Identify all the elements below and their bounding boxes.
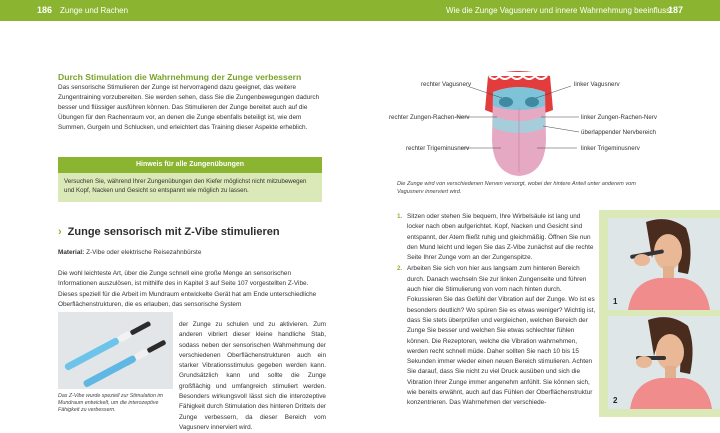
exercise-photo-2 [608, 316, 720, 409]
tongue-nerve-diagram [385, 68, 658, 176]
left-page-number: 186 [37, 5, 53, 15]
step-item [397, 264, 597, 408]
material-value: Z-Vibe oder elektrische Reisezahnbürste [86, 249, 202, 256]
left-running-title: Zunge und Rachen [60, 6, 129, 15]
step-text: Arbeiten Sie sich von hier aus langsam zum hinteren Bereich durch. Danach wechseln Sie zur linken Zungenseite und führen auch hier die Stimulierung von vorn nach hinten durch. Fokussieren Sie das Gefühl der Vibration auf der Zunge. Wo ist es besonders deutlich? Wo spüren Sie es etwas weniger? Wichtig ist, dass Sie stets überprüfen und vergleichen, welchen Bereich der Zunge Sie besser und welchen Sie etwas schlechter fühlen können. Die Rezeptoren, welche die Vibration wahrnehmen, werden recht schnell müde. Daher sollten Sie nach 10 bis 15 Sekunden immer wieder einen neuen Bereich stimulieren. Achten Sie darauf, dass Sie nicht zu viel Druck ausüben und sich die Vibration Ihrer Zunge immer angenehm anfühlt. Sie können sich, wie bereits erwähnt, auch auf das Fühlen der Oberflächenstruktur konzentrieren. Das Wahrnehmen der verschiede- [407, 265, 596, 407]
photo-number: 2 [613, 396, 618, 405]
label-left-trigeminal: linker Trigeminusnerv [581, 145, 640, 152]
exercise-title: Zunge sensorisch mit Z-Vibe stimulieren [67, 226, 280, 238]
exercise-paragraph-1: Die wohl leichteste Art, über die Zunge schnell eine große Menge an sensorischen Informationen auszulösen, ist mithilfe des in Kapitel 3 auf Seite 107 vorgestellten Z-Vibe. Dieses speziell für die Arbeit im Mundraum entwickelte Gerät hat am Ende unterschiedliche Oberflächenstrukturen, die es erlauben, das sensorische System [58, 270, 317, 308]
right-page-number: 187 [668, 5, 684, 15]
label-right-vagus: rechter Vagusnerv [421, 81, 472, 88]
step-number: 1. [397, 213, 403, 220]
label-left-glossopharyngeal: linker Zungen-Rachen-Nerv [581, 114, 658, 121]
label-overlap-area: überlappender Nervbereich [581, 129, 656, 136]
z-vibe-photo [58, 312, 173, 389]
material-label: Material: [58, 249, 85, 256]
step-text: Sitzen oder stehen Sie bequem, Ihre Wirbelsäule ist lang und locker nach oben aufgerichtet. Kopf, Nacken und Gesicht sind entspannt, der Atem fließt ruhig und gleichmäßig. Öffnen Sie nun den Mund leicht und legen Sie das Z-Vibe zunächst auf die rechte Seite Ihrer Zunge vorn an der Zungenspitze. [407, 213, 594, 262]
section-body: Das sensorische Stimulieren der Zunge ist hervorragend dazu geeignet, das weitere Zungentraining vorzubereiten. Sie werden sehen, dass Sie die Zungenbewegungen dadurch besser und flüssiger ausführen können. Das Stimulieren der Zunge bereitet auch auf die Übungen für den Rachenraum vor, an denen die Zunge ebenfalls beteiligt ist, wie dem Summen, Gurgeln und Schlucken, und erleichtert das Training dieser Aspekte erheblich. [58, 84, 320, 131]
right-running-title: Wie die Zunge Vagusnerv und innere Wahrnehmung beeinflusst [446, 6, 673, 15]
photo-caption: Das Z-Vibe wurde speziell zur Stimulation im Mundraum entwickelt, um die interozeptive Fähigkeit zu verbessern. [58, 393, 163, 413]
label-right-glossopharyngeal: rechter Zungen-Rachen-Nerv [389, 114, 470, 121]
hint-box-title: Hinweis für alle Zungenübungen [58, 157, 322, 173]
z-vibe-illustration [58, 312, 173, 389]
diagram-caption: Die Zunge wird von verschiedenen Nerven versorgt, wobei der hintere Anteil unter anderem vom Vagusnerv innerviert wird. [397, 181, 636, 195]
photo-number: 1 [613, 297, 618, 306]
label-left-vagus: linker Vagusnerv [574, 81, 620, 88]
woman-with-z-vibe-illustration [608, 316, 720, 409]
chevron-right-icon: › [58, 226, 62, 238]
exercise-photo-1 [608, 218, 720, 310]
label-right-trigeminal: rechter Trigeminusnerv [406, 145, 470, 152]
exercise-steps [397, 212, 597, 410]
hint-box-body: Versuchen Sie, während Ihrer Zungenübungen den Kiefer möglichst nicht mitzubewegen und Kopf, Nacken und Gesicht so entspannt wie möglich zu lassen. [58, 173, 322, 202]
page-header [0, 0, 720, 21]
exercise-paragraph-2: der Zunge zu schulen und zu aktivieren. Zum anderen vibriert dieser kleine handliche Stab, sodass neben der sensorischen Wahrnehmung der verschiedenen Oberflächenstrukturen auch ein starker Vibrationsstimulus gegeben werden kann. Grundsätzlich kann und sollte die Zunge großflächig und umfangreich stimuliert werden. Besonders wirkungsvoll lässt sich die interozeptive Fähigkeit durch Stimulation des hinteren Drittels der Zunge verbessern, da dieser Bereich vom Vagusnerv innerviert wird. [179, 321, 326, 431]
step-item [397, 212, 597, 263]
woman-with-z-vibe-illustration [608, 218, 720, 310]
exercise-heading [58, 226, 280, 238]
section-title: Durch Stimulation die Wahrnehmung der Zunge verbessern [58, 72, 302, 82]
step-number: 2. [397, 265, 403, 273]
material-line [58, 249, 201, 256]
